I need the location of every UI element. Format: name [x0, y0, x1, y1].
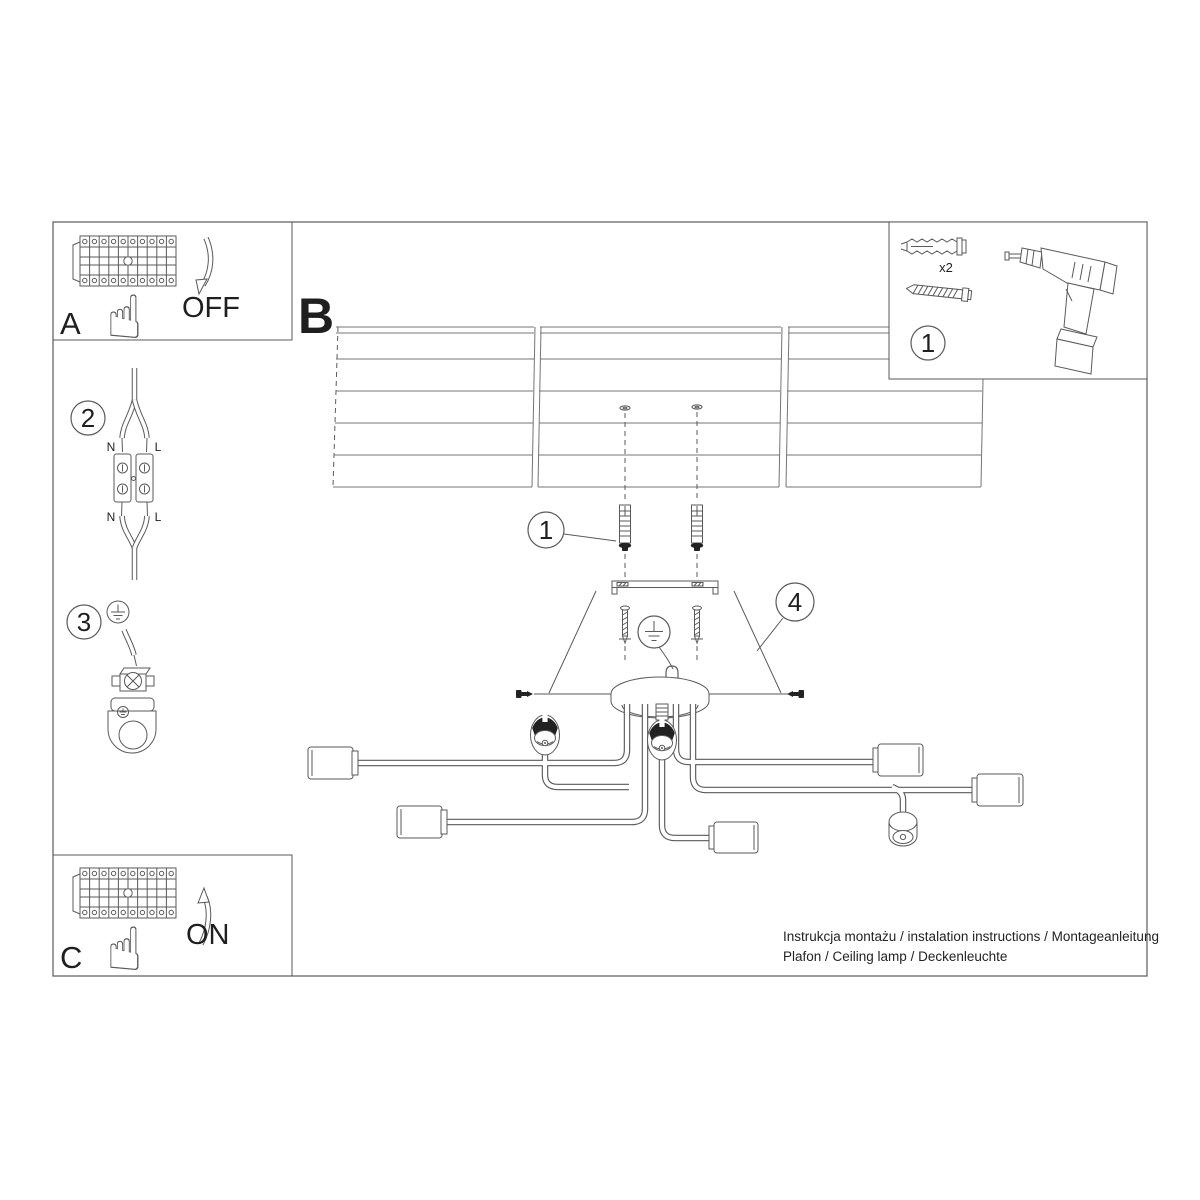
- panel-a-letter: A: [60, 306, 81, 341]
- circuit-breaker-icon: [73, 868, 176, 918]
- terminal-block-icon: [114, 454, 153, 502]
- leader-line: [564, 534, 616, 541]
- wire-label-n-bottom: N: [106, 510, 116, 524]
- pointing-hand-icon: ☝: [106, 283, 143, 353]
- step-3-number: 3: [76, 607, 92, 637]
- screw-terminal-icon: [112, 668, 154, 691]
- off-label: OFF: [182, 292, 240, 324]
- panel-c-letter: C: [60, 940, 83, 975]
- ground-wire-icon: [124, 630, 137, 666]
- canopy-nipple: [656, 704, 668, 720]
- lamp-socket: [709, 822, 758, 853]
- tools-step-number: 1: [920, 328, 936, 358]
- earth-symbol: [638, 616, 673, 669]
- on-label: ON: [186, 919, 230, 951]
- plug-count-label: x2: [939, 260, 953, 275]
- section-b-letter: B: [298, 288, 335, 344]
- wall-plug: [619, 505, 631, 551]
- lamp-socket-cup: [648, 720, 677, 761]
- step-4-callout: [757, 583, 814, 651]
- leader-line: [757, 618, 783, 651]
- ceiling-drill-hole: [692, 405, 702, 409]
- lamp-holder-icon: [108, 698, 156, 753]
- circuit-breaker-icon: [73, 236, 176, 286]
- panel-c-border: [53, 855, 292, 976]
- wall-plug: [691, 505, 703, 551]
- lamp-socket: [308, 747, 358, 779]
- step-1-callout: [528, 512, 616, 548]
- lamp-socket: [397, 806, 447, 838]
- wire-label-l-bottom: L: [154, 510, 162, 524]
- step-4-number: 4: [787, 587, 803, 617]
- step-3-grounding: [67, 601, 156, 753]
- ceiling-planks: [333, 327, 984, 487]
- pointing-hand-icon: ☝: [106, 915, 143, 985]
- curved-arrow-down-icon: [196, 238, 211, 294]
- panel-tools: [889, 222, 1147, 379]
- panel-c-power-on: [53, 855, 292, 985]
- lamp-socket-cup-down: [889, 812, 917, 846]
- step-1-number: 1: [538, 515, 554, 545]
- ceiling-drill-hole: [620, 406, 630, 410]
- side-screw: [516, 690, 533, 698]
- mounting-screw: [691, 606, 703, 643]
- wire-label-l-top: L: [154, 440, 162, 454]
- mounting-screw: [619, 606, 631, 643]
- step-2-number: 2: [80, 403, 96, 433]
- footer-line-1: Instrukcja montażu / instalation instructions / Montageanleitung: [783, 929, 1159, 944]
- panel-a-power-off: [53, 222, 292, 353]
- wire-label-n-top: N: [106, 440, 116, 454]
- earth-symbol-icon: [107, 601, 129, 623]
- lamp-socket: [972, 774, 1023, 806]
- footer-line-2: Plafon / Ceiling lamp / Deckenleuchte: [783, 949, 1008, 964]
- side-screw: [787, 690, 804, 698]
- step-2-wiring: [71, 368, 162, 580]
- mounting-bracket: [612, 581, 718, 594]
- lamp-socket: [873, 744, 923, 776]
- lamp-socket-cup: [531, 715, 560, 756]
- alignment-dashes: [625, 412, 697, 662]
- ceiling-plank-section-middle: [538, 327, 782, 487]
- ceiling-plank-section-left: [333, 327, 535, 487]
